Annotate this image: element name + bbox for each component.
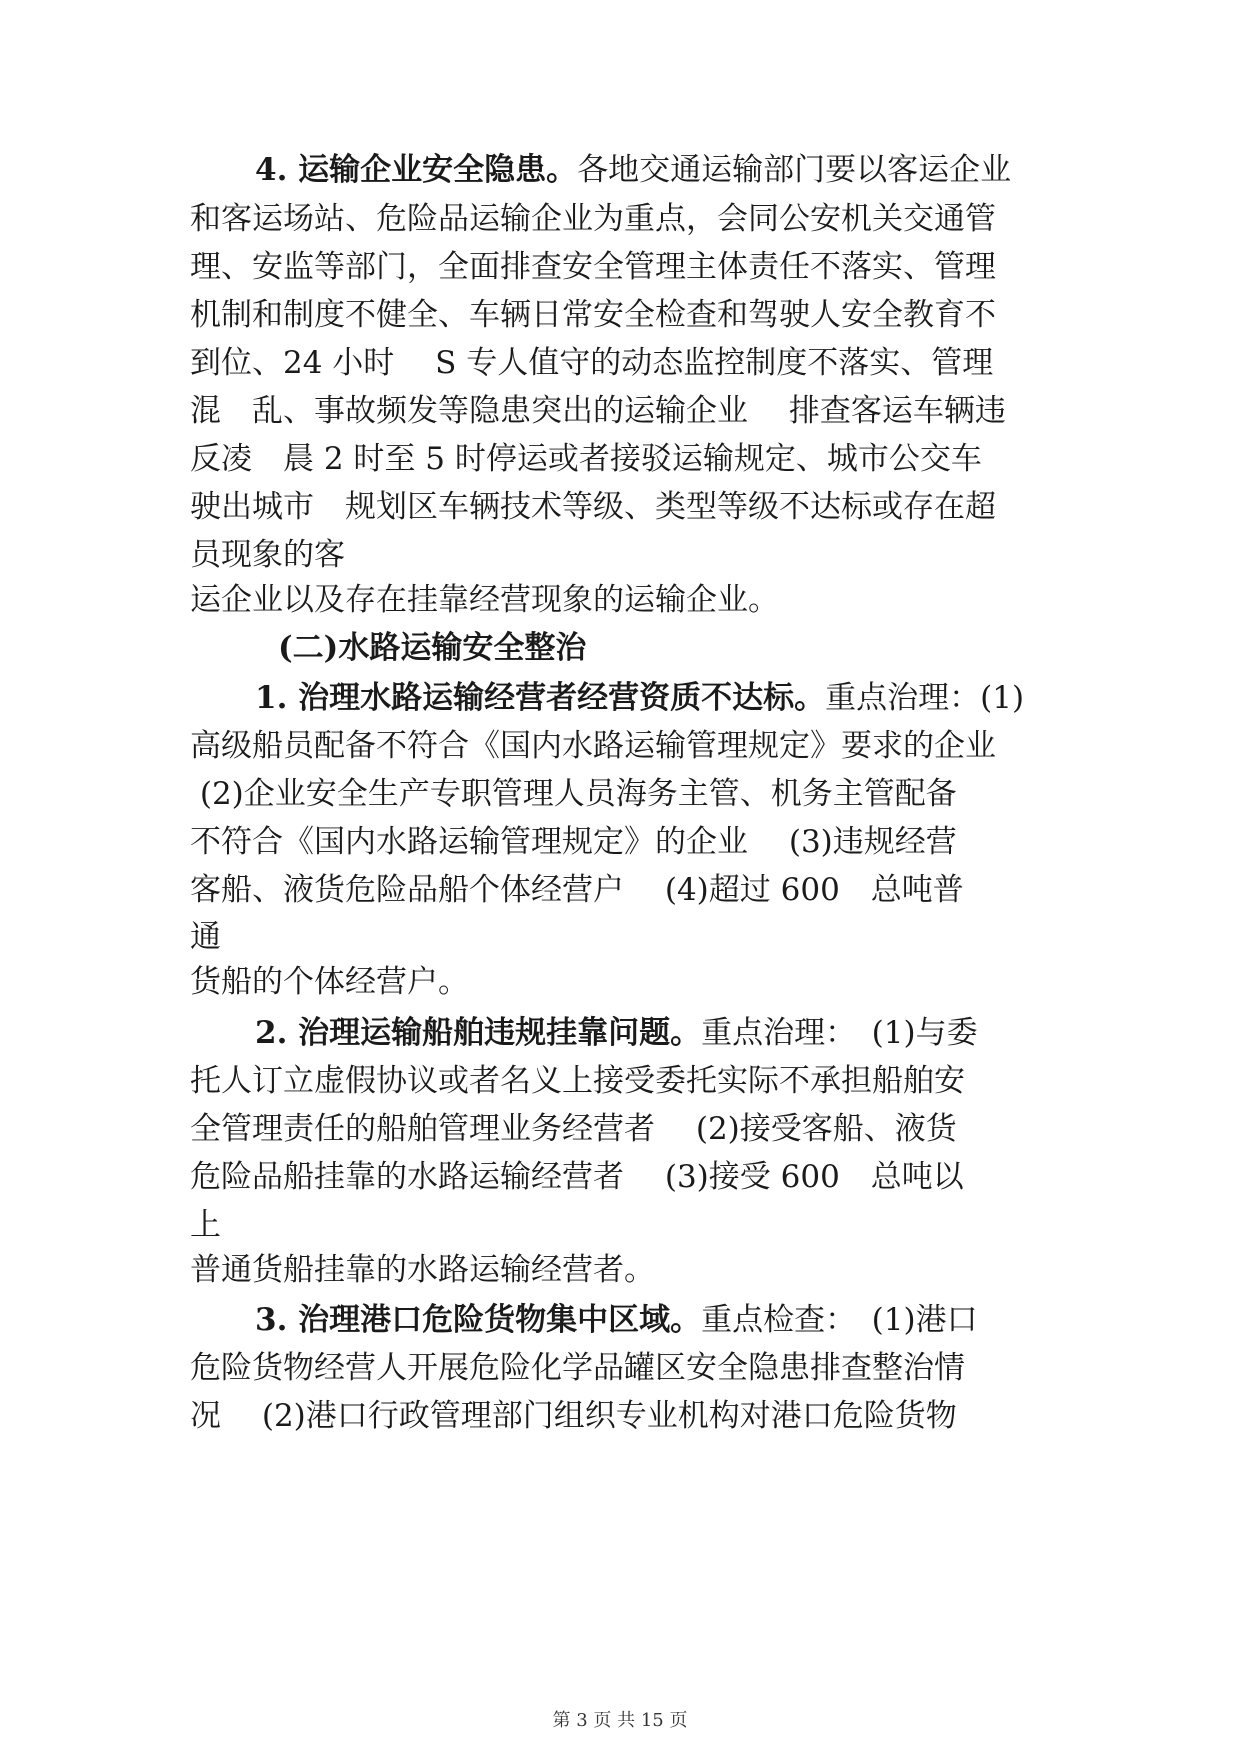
paragraph-line: 2. 治理运输船舶违规挂靠问题。重点治理： (1)与委 xyxy=(255,1015,978,1051)
paragraph-line: 4. 运输企业安全隐患。各地交通运输部门要以客运企业 xyxy=(255,152,1012,188)
paragraph-line: 运企业以及存在挂靠经营现象的运输企业。 xyxy=(190,582,779,618)
paragraph-line: 普通货船挂靠的水路运输经营者。 xyxy=(190,1252,655,1288)
paragraph-line: 通 xyxy=(190,919,221,955)
section-title: (二)水路运输安全整治 xyxy=(278,630,587,666)
paragraph-line: 危险品船挂靠的水路运输经营者 (3)接受 600 总吨以 xyxy=(190,1159,964,1195)
paragraph-line: 1. 治理水路运输经营者经营资质不达标。重点治理：(1) xyxy=(255,680,1025,716)
paragraph-line: 托人订立虚假协议或者名义上接受委托实际不承担船舶安 xyxy=(190,1063,965,1099)
paragraph-line: 不符合《国内水路运输管理规定》的企业 (3)违规经营 xyxy=(190,824,957,860)
paragraph-line: 3. 治理港口危险货物集中区域。重点检查： (1)港口 xyxy=(255,1302,978,1338)
paragraph-line: 员现象的客 xyxy=(190,537,345,573)
paragraph-line: 货船的个体经营户。 xyxy=(190,964,469,1000)
page-footer: 第 3 页 共 15 页 xyxy=(552,1710,688,1731)
paragraph-heading: 2. 治理运输船舶违规挂靠问题。 xyxy=(255,1015,702,1051)
paragraph-line: 混 乱、事故频发等隐患突出的运输企业 排查客运车辆违 xyxy=(190,393,1006,429)
paragraph-heading: 3. 治理港口危险货物集中区域。 xyxy=(255,1302,702,1338)
paragraph-line: 机制和制度不健全、车辆日常安全检查和驾驶人安全教育不 xyxy=(190,297,996,333)
paragraph-line: 全管理责任的船舶管理业务经营者 (2)接受客船、液货 xyxy=(190,1111,957,1147)
paragraph-line: 况 (2)港口行政管理部门组织专业机构对港口危险货物 xyxy=(190,1398,957,1434)
paragraph-line: 理、安监等部门，全面排查安全管理主体责任不落实、管理 xyxy=(190,249,996,285)
paragraph-heading: 4. 运输企业安全隐患。 xyxy=(255,152,578,188)
paragraph-line: 和客运场站、危险品运输企业为重点，会同公安机关交通管 xyxy=(190,201,996,237)
paragraph-line: 反凌 晨 2 时至 5 时停运或者接驳运输规定、城市公交车 xyxy=(190,441,982,477)
paragraph-line: 高级船员配备不符合《国内水路运输管理规定》要求的企业 xyxy=(190,728,996,764)
paragraph-line: 危险货物经营人开展危险化学品罐区安全隐患排查整治情 xyxy=(190,1350,965,1386)
paragraph-line: (2)企业安全生产专职管理人员海务主管、机务主管配备 xyxy=(190,776,957,812)
paragraph-line: 到位、24 小时 S 专人值守的动态监控制度不落实、管理 xyxy=(190,345,994,381)
paragraph-line: 上 xyxy=(190,1207,221,1243)
paragraph-line: 驶出城市 规划区车辆技术等级、类型等级不达标或存在超 xyxy=(190,489,996,525)
paragraph-line: 客船、液货危险品船个体经营户 (4)超过 600 总吨普 xyxy=(190,872,964,908)
paragraph-heading: 1. 治理水路运输经营者经营资质不达标。 xyxy=(255,680,826,716)
